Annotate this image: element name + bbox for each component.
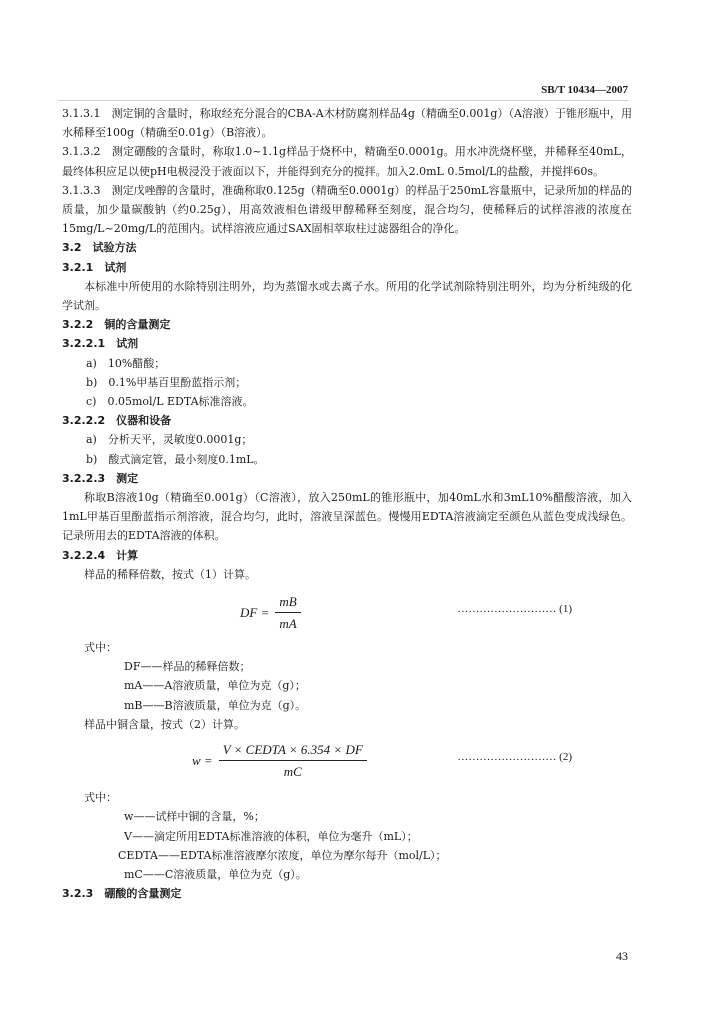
standard-number: SB/T 10434—2007 bbox=[541, 84, 628, 96]
formula-2-expression bbox=[192, 740, 367, 781]
header-divider bbox=[58, 100, 628, 101]
formula-1-expression bbox=[240, 592, 301, 633]
paragraph-list bbox=[62, 104, 632, 584]
formula-1 bbox=[62, 586, 632, 636]
para-reagent-note: 本标准中所使用的水除特别注明外，均为蒸馏水或去离子水。所用的化学试剂除特别注明外，均为分析纯级的化学试剂。 bbox=[62, 279, 632, 313]
formula-2-denominator: mC bbox=[283, 764, 302, 780]
para-3-1-3-1: 3.1.3.1 测定铜的含量时，称取经充分混合的CBA-A木材防腐剂样品4g（精确至0.001g）（A溶液）于锥形瓶中，用水稀释至100g（精确至0.01g）（B溶液）。 bbox=[62, 107, 632, 140]
list-item-reagent-c: c) 0.05mol/L EDTA标准溶液。 bbox=[86, 395, 254, 409]
heading-3-2-1: 3.2.1 试剂 bbox=[62, 260, 127, 274]
list-item-equip-a: a) 分析天平，灵敏度0.0001g； bbox=[86, 433, 253, 447]
page-body bbox=[62, 104, 632, 903]
definition-v: V——滴定所用EDTA标准溶液的体积，单位为毫升（mL）； bbox=[124, 829, 418, 843]
definition-w: w——试样中铜的含量，%； bbox=[124, 810, 265, 824]
formula-1-denominator: mA bbox=[279, 616, 297, 632]
definition-cedta: CEDTA——EDTA标准溶液摩尔浓度，单位为摩尔每升（mol/L）； bbox=[118, 848, 447, 862]
para-3-1-3-3: 3.1.3.3 测定戊唑醇的含量时，准确称取0.125g（精确至0.0001g）的样品于250mL容量瓶中，记录所加的样品的质量，加少量碳酸钠（约0.25g），用高效液相色谱级甲醇稀释至刻度，混合均匀，使稀释后的试样溶液的浓度在15mg/L~20mg/L的范围内。试样溶液应通过SAX固相萃取柱过滤器组合的净化。 bbox=[62, 183, 632, 236]
formula-2 bbox=[62, 736, 632, 786]
heading-3-2-2-4: 3.2.2.4 计算 bbox=[62, 548, 139, 562]
heading-3-2-2-2: 3.2.2.2 仪器和设备 bbox=[62, 414, 172, 428]
page-number: 43 bbox=[616, 949, 628, 963]
para-dilution-intro: 样品的稀释倍数，按式（1）计算。 bbox=[84, 567, 256, 581]
heading-3-2-2: 3.2.2 铜的含量测定 bbox=[62, 318, 171, 332]
heading-3-2-2-1: 3.2.2.1 试剂 bbox=[62, 337, 139, 351]
where-label-1: 式中： bbox=[84, 641, 117, 655]
list-item-reagent-b: b) 0.1%甲基百里酚蓝指示剂； bbox=[86, 375, 247, 389]
formula-2-numerator: V × CEDTA × 6.354 × DF bbox=[219, 740, 367, 761]
heading-3-2: 3.2 试验方法 bbox=[62, 241, 137, 255]
where-label-2: 式中： bbox=[84, 791, 117, 805]
definition-mc: mC——C溶液质量，单位为克（g）。 bbox=[124, 867, 307, 881]
list-item-equip-b: b) 酸式滴定管，最小刻度0.1mL。 bbox=[86, 452, 265, 466]
formula-1-number: ……………………… (1) bbox=[457, 603, 572, 616]
para-3-1-3-2: 3.1.3.2 测定硼酸的含量时，称取1.0~1.1g样品于烧杯中，精确至0.0001g。用水冲洗烧杯壁，并稀释至40mL，最终体积应足以使pH电极浸没于液面以下，并能得到充分的搅拌。加入2.0mL 0.5mol/L的盐酸，并搅拌60s。 bbox=[62, 145, 632, 178]
definition-df: DF——样品的稀释倍数； bbox=[124, 660, 251, 674]
definition-ma: mA——A溶液质量，单位为克（g）； bbox=[124, 679, 306, 693]
para-measurement: 称取B溶液10g（精确至0.001g）（C溶液），放入250mL的锥形瓶中，加40mL水和3mL10%醋酸溶液，加入1mL甲基百里酚蓝指示剂溶液，混合均匀，此时，溶液呈深蓝色。慢慢用EDTA溶液滴定至颜色从蓝色变成浅绿色。记录所用去的EDTA溶液的体积。 bbox=[62, 491, 632, 543]
list-item-reagent-a: a) 10%醋酸； bbox=[86, 356, 166, 370]
heading-3-2-3: 3.2.3 硼酸的含量测定 bbox=[62, 887, 182, 901]
formula-1-numerator: mB bbox=[275, 592, 300, 613]
formula-2-lhs: w = bbox=[192, 753, 213, 769]
heading-3-2-2-3: 3.2.2.3 测定 bbox=[62, 471, 139, 485]
definition-mb: mB——B溶液质量，单位为克（g）。 bbox=[124, 698, 307, 712]
formula-2-number: ……………………… (2) bbox=[457, 751, 572, 764]
formula-1-lhs: DF = bbox=[240, 605, 270, 621]
para-copper-intro: 样品中铜含量，按式（2）计算。 bbox=[84, 717, 245, 731]
